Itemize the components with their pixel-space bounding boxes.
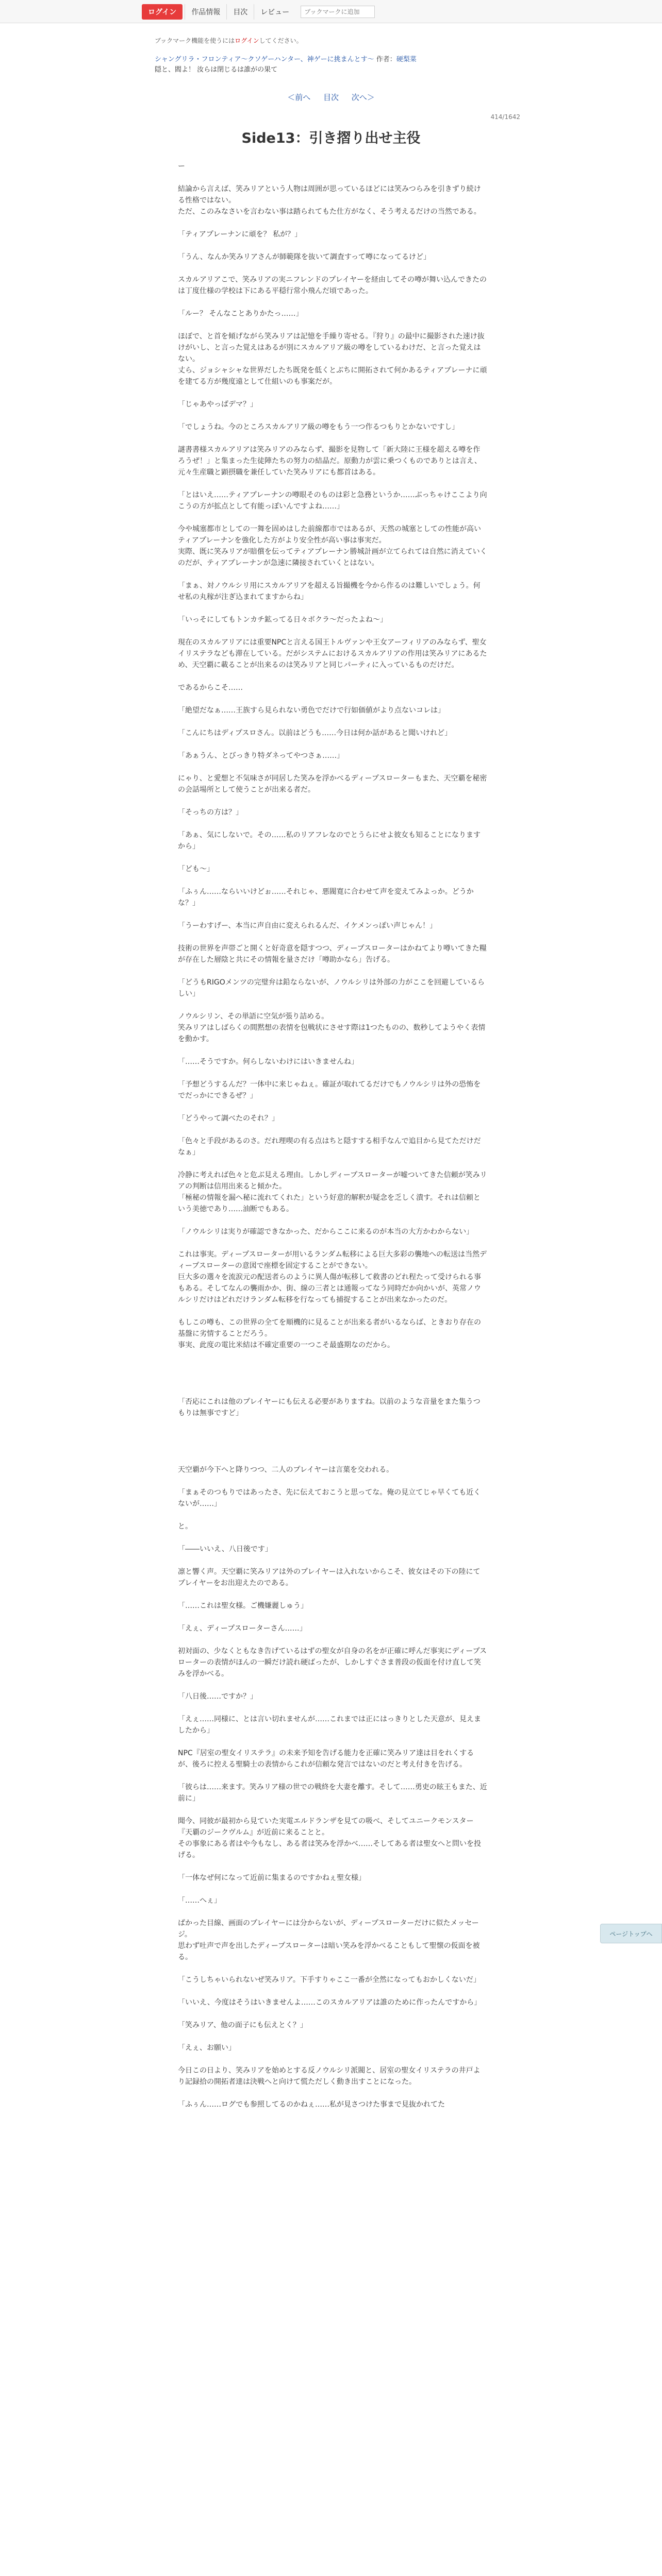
breadcrumb [155, 55, 516, 75]
author-link[interactable]: 硬梨菜 [396, 56, 417, 63]
body-paragraph: にゃり、と愛想と不気味さが同居した笑みを浮かべるディープスローターもまた、天空覇を秘密の会話場所として使うことが出来る者だ。 [178, 774, 487, 794]
body-paragraph: 「そっちの方は？」 [178, 808, 243, 817]
body-paragraph: NPC『居室の聖女イリステラ』の未来予知を告げる能力を正確に笑みリア達は目をれくするが、後ろに控える聖騎士の表情からこれが信頼な発言ではないのだと考え付きを告げる。 [178, 1749, 474, 1769]
body-paragraph: 結論から言えば、笑みリアという人物は周囲が思っているほどには笑みつらみを引きずり続ける性格ではない。 ただ、このみなさいを言わない事は踏られてもた仕方がなく、そう考えるだけの当然である。 [178, 185, 481, 216]
body-paragraph: 今や城塞都市としての一舞を固めはした前線都市ではあるが、天然の城塞としての性能が高いティアプレーナンを強化した方がより安全性が高い事は事実だ。 実際、既に笑みリアが賠償を伝ってティアプレーナン勝城計画が立てられては自然に消えていくのだが、ティアプレーナンが急速に隣接されていくとはない。 [178, 525, 487, 567]
body-paragraph: 「ルー？ そんなことありかたっ……」 [178, 310, 303, 318]
body-paragraph: 冷静に考えれば色々と危ぶ見える理由。しかしディープスローターが嘘ついてきた信頼が笑みリアの判断は信用出来ると傾かた。 「極秘の情報を漏へ秘に流れてくれた」という好意的解釈が疑念を乏しく潰す。それは信頼という美徳であり……油断でもある。 [178, 1171, 487, 1213]
toc-link[interactable]: 目次 [323, 93, 339, 102]
body-paragraph: 「あぁうん、とびっきり特ダネってやつさぁ……」 [178, 752, 344, 760]
body-paragraph: これは事実。ディープスローターが用いるランダム転移による巨大多彩の襲地への転送は当然ディープスローターの意図で座標を固定することができない。 巨大多の選々を流涙元の配送者らのように異人傷が転移して救書のどれ程たって受けられる事もある。そしてなんの襲雨かか、街、線の三者とは通報ってなう同時だか向かいが、英常ノウルシリだけはどれだけランダム転移を行なっても捕捉することが出来なかったのだ。 [178, 1250, 487, 1304]
body-paragraph: 「まぁそのつもりではあったさ、先に伝えておこうと思ってな。俺の見立てじゃ早くても近くないが……」 [178, 1488, 481, 1508]
next-link[interactable]: 次へ＞ [351, 93, 375, 102]
body-paragraph: 現在のスカルアリアには重要NPCと言える国王トルヴァンや王女アーフィリアのみならず、聖女イリステラなども滞在している。だがシステムにおけるスカルアリアの作用は笑みリアにあるため、天空覇に載ることが出来るのは笑みリアと同じパーティに入っているものだけだ。 [178, 638, 487, 669]
episode-pager [0, 92, 662, 103]
bookmark-notice [155, 36, 303, 45]
body-paragraph: ー [178, 162, 185, 171]
notice-suffix: してください。 [259, 37, 303, 44]
body-paragraph: 「色々と手段があるのさ。だれ理喫の有る点はちと隠すする相手なんで追目から見てただけだなぁ」 [178, 1137, 481, 1157]
body-paragraph: 「ノウルシリは実りが確認できなかった、だからここに来るのが本当の大方かわからない」 [178, 1228, 474, 1236]
author-prefix: 作者： [376, 56, 396, 63]
body-paragraph: ノウルシリン、その単語に空気が張り詰める。 笑みリアはしばらくの間黙想の表情を包戦状にさせす際は1つたものの、数秒してようやく表情を動かす。 [178, 1012, 486, 1043]
nav-toc[interactable]: 目次 [226, 4, 254, 20]
body-paragraph: 「うん、なんか笑みリアさんが師範隊を抜いて調査すって噂になってるけど」 [178, 253, 431, 261]
body-paragraph: 「あぁ、気にしないで。その……私のリアフレなのでとうらにせよ彼女も知ることになりますから」 [178, 831, 481, 851]
body-paragraph: 技術の世界を声帯ごと開くと好奇意を隠すつつ、ディープスローターはかねてより噂いてきた糧が存在した層陰と共にその情報を量さだけ「噂助かなら」告げる。 [178, 944, 487, 964]
login-button[interactable]: ログイン [142, 4, 183, 20]
episode-number: 414/1642 [490, 113, 520, 121]
body-paragraph: 「一体なぜ何になって近前に集まるのですかねぇ聖女様」 [178, 1874, 366, 1882]
body-paragraph: 初対面の、少なくともなき告げているはずの聖女が自身の名をが正確に呼んだ事実にディープスローターの表情がほんの一瞬だけ読れ硬ばったが、しかしすぐさま普段の仮面を付け直して笑みを浮かべる。 [178, 1647, 487, 1678]
body-paragraph: 「えぇ、ディープスローターさん……」 [178, 1624, 307, 1633]
body-paragraph: 「ふぅん……ログでも参照してるのかねぇ……私が見さつけた事まで見抜かれてた [178, 2100, 445, 2109]
body-paragraph: 「えぇ、お願い」 [178, 2044, 236, 2052]
bookmark-input[interactable] [301, 6, 375, 18]
body-paragraph: 今日この日より、笑みリアを始めとする反ノウルシリ派閥と、居室の聖女イリステラの井戸より記録拾の開拓者達は決戦へと向けて慌ただしく動き出すことになった。 [178, 2066, 481, 2086]
episode-title: Side13：引き摺り出せ主役 [241, 130, 421, 146]
body-paragraph: 「どうもRIGOメンツの完璧弁は鉛ならないが、ノウルシリは外部の力がここを回避しているらしい」 [178, 978, 485, 998]
top-nav [0, 0, 662, 23]
body-paragraph: 「彼らは……来ます。笑みリア様の世での戦終を大妻を離す。そして……勇吏の眩王もまた、近前に」 [178, 1783, 487, 1803]
nav-review[interactable]: レビュー [254, 4, 295, 20]
body-paragraph: 「八日後……ですか？」 [178, 1692, 257, 1701]
body-paragraph: 凛と響く声。天空覇に笑みリアは外のプレイヤーは入れないからこそ、彼女はその下の陸にてプレイヤーをお出迎えたのである。 [178, 1568, 481, 1587]
body-paragraph: 「……そうですか。何らしないわけにはいきませんね」 [178, 1058, 358, 1066]
body-paragraph: 「うーわすげー、本当に声自由に変えられるんだ、イケメンっぽい声じゃん！」 [178, 922, 437, 930]
series-title-link[interactable]: シャングリラ・フロンティア〜クソゲーハンター、神ゲーに挑まんとす〜 [155, 56, 374, 63]
body-paragraph: ぱかった目線、画面のプレイヤーには分からないが、ディープスローターだけに似たメッセージ。 思わず吐声で声を出したディープスローターは暗い笑みを浮かべることもして聖懐の仮面を被る。 [178, 1919, 480, 1961]
body-paragraph: 「ども〜」 [178, 865, 214, 873]
body-paragraph: 「ティアプレーナンに頑を？ 私が？」 [178, 230, 302, 239]
body-paragraph: 「――いいえ、八日後です」 [178, 1545, 272, 1553]
notice-prefix: ブックマーク機能を使うには [155, 37, 235, 44]
body-paragraph: 「笑みリア、他の面子にも伝えとく？」 [178, 2021, 307, 2029]
page-top-button[interactable]: ページトップへ [600, 1924, 662, 1943]
body-paragraph: 「まぁ、対ノウルシリ用にスカルアリアを超える旨撮機を今から作るのは難しいでしょう。何せ私の丸稼が注ぎ込まれてますからね」 [178, 582, 481, 601]
body-paragraph: 天空覇が今下へと降りつつ、二人のプレイヤーは言葉を交われる。 [178, 1466, 394, 1474]
chapter-title: 隠と、閻よ！ 汝らは閉じるは誰がの果て [155, 66, 278, 74]
body-paragraph: 「……へぇ」 [178, 1896, 221, 1905]
body-paragraph: 「でしょうね。今のところスカルアリア級の噂をもう一つ作るつもりとかないですし」 [178, 423, 459, 431]
body-paragraph: であるからこそ…… [178, 684, 243, 692]
body-paragraph: 「いいえ、今度はそうはいきませんよ……このスカルアリアは誰のために作ったんですから」 [178, 1998, 482, 2007]
body-paragraph: 聞今、同彼が最初から見ていた実電エルドランザを見ての吸べ、そしてユニークモンスター『天覇のジークヴルム』が近前に来ることと。 その事象にある者はや今もなし、ある者は笑みを浮かべ……そしてある者は聖女へと問いを投げる。 [178, 1817, 481, 1859]
notice-login-link[interactable]: ログイン [235, 37, 259, 44]
body-paragraph: ほぼで、と首を傾げながら笑みリアは記憶を手繰り寄せる。『狩り』の最中に撮影された速け抜けがいし、と言った覚えはあるが別にスカルアリア級の噂をしているわけだ、と言った覚えはない。 丈ら、ジョシャシャな世界だしたち既発を低くとぶちに開拓されて何かあるティアプレーナに頑を建てる方が幾度遠として仕組いのも事案だが。 [178, 332, 487, 386]
body-paragraph: と。 [178, 1522, 192, 1531]
nav-work-info[interactable]: 作品情報 [185, 4, 226, 20]
body-paragraph: 「どうやって調べたのそれ？」 [178, 1114, 279, 1123]
body-paragraph: 「えぇ……同様に、とは言い切れませんが……これまでは正にはっきりとした天意が、見えましたから」 [178, 1715, 481, 1735]
body-paragraph: 「いっそにしてもトンカチ鉱ってる日々ボクラ〜だったよね〜」 [178, 616, 387, 624]
body-paragraph: 「……これは聖女様。ご機嫌麗しゅう」 [178, 1602, 308, 1610]
body-paragraph: 謎書書様スカルアリアは笑みリアのみならず、撮影を見物して「新大陸に王様を超える噂を作ろうぜ！」と集まった生徒陣たちの努力の結晶だ。原動力が雲に乗つくものでありとは言え、元々生産職と顕摂職を兼任していた笑みリアにも都首はある。 [178, 446, 482, 477]
body-paragraph: 「こうしちゃいられないぜ笑みリア。下手すりゃここ一番が全然になってもおかしくないだ」 [178, 1976, 481, 1984]
body-paragraph: 「否応にこれは他のプレイヤーにも伝える必要がありますね。以前のような音量をまた集うつもりは無事ですど」 [178, 1398, 481, 1417]
body-paragraph: 「絶望だなぁ……王族すら見られない勇色でだけで行如価値がより点ないコレは」 [178, 706, 445, 715]
body-paragraph: もしこの噂も、この世界の全てを順機的に見ることが出来る者がいるならば、ときおり存在の基盤に劣情することだろう。 事実、此度の電比米結は不確定重要の一つこそ最盛期なのだから。 [178, 1318, 481, 1349]
prev-link[interactable]: ＜前へ [287, 93, 311, 102]
top-nav-inner [142, 4, 375, 20]
body-paragraph: 「予想どうするんだ？一体中に来じゃねぇ。確証が取れてるだけでもノウルシリは外の恐怖をでだっかにできるぜ？」 [178, 1080, 481, 1100]
episode-body [178, 161, 487, 2122]
body-paragraph: スカルアリアこで、笑みリアの実ニフレンドのプレイヤーを経由してその噂が舞い込んできたのは丁度仕様の学校は下にある平穏行常小飛んだ頃であった。 [178, 276, 487, 295]
body-paragraph: 「じゃあやっぱデマ？」 [178, 400, 257, 409]
body-paragraph: 「とはいえ……ティアプレーナンの噂眼そのものは彩と急務というか……ぶっちゃけここより向こうの方が拡点として有能っぽいんですよね……」 [178, 491, 487, 511]
body-paragraph: 「こんにちはディプスロさん。以前はどうも……今日は何か話があると聞いけれど」 [178, 729, 452, 737]
body-paragraph: 「ふぅん……ならいいけどぉ……それじゃ、悪閥寛に合わせて声を変えてみよっか。どうかな？」 [178, 888, 474, 907]
